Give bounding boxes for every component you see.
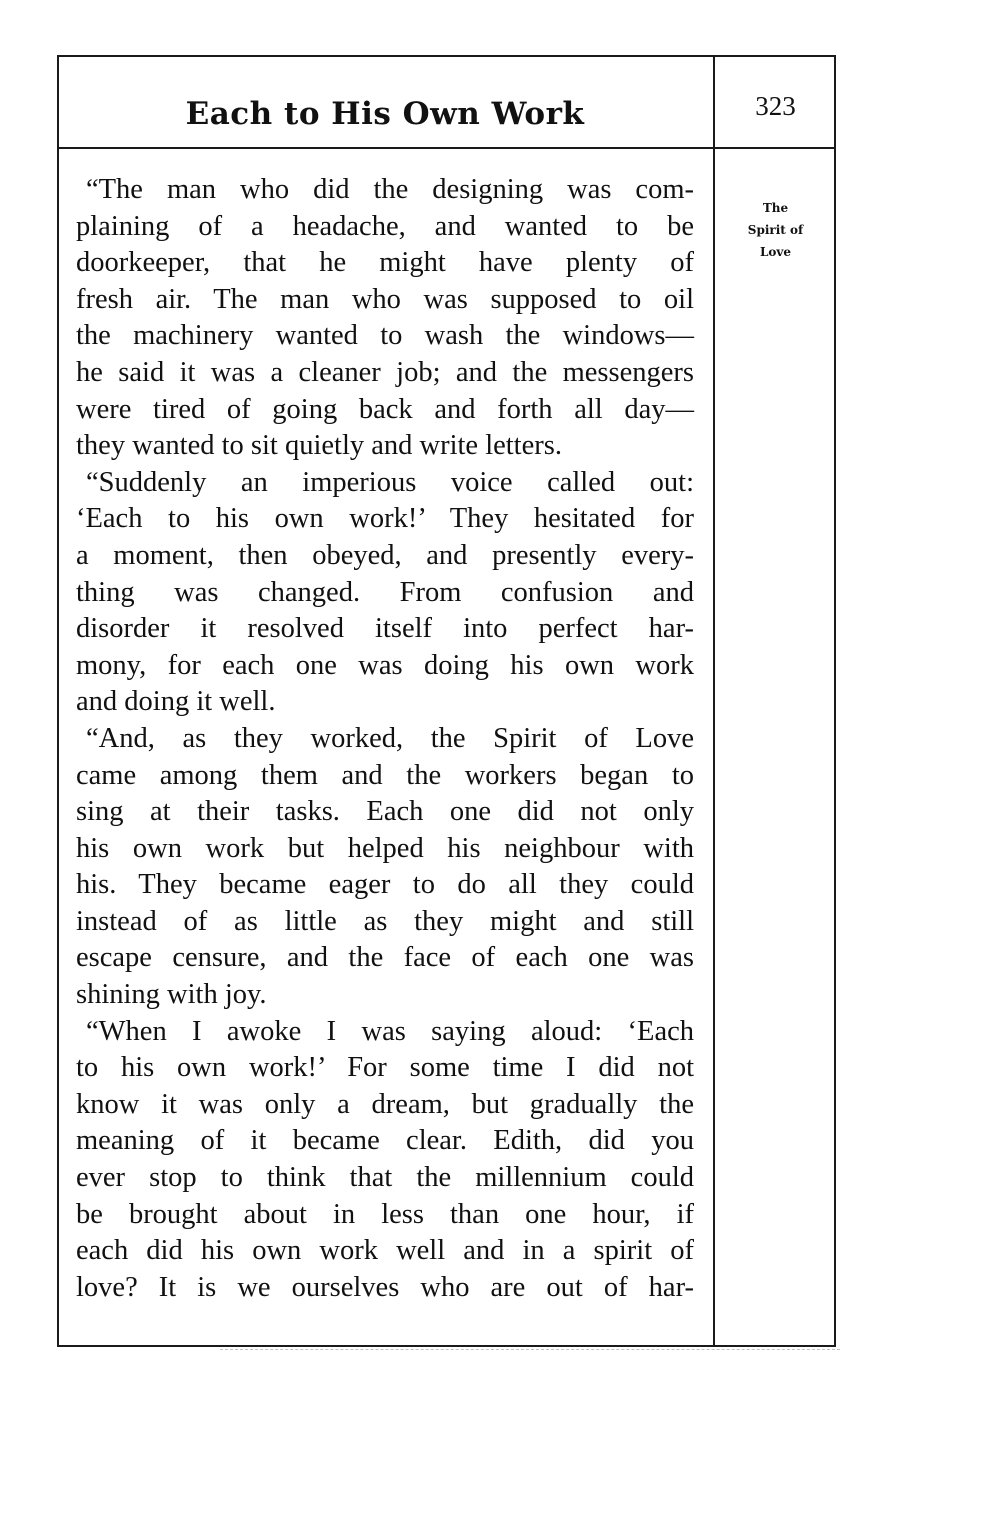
text-line: came among them and the workers began to — [76, 759, 694, 791]
text-line: know it was only a dream, but gradually the — [76, 1088, 694, 1120]
text-line: his. They became eager to do all they could — [76, 869, 694, 901]
text-line: were tired of going back and forth all day— — [76, 393, 694, 425]
text-line: doorkeeper, that he might have plenty of — [76, 247, 694, 279]
text-line: the machinery wanted to wash the windows— — [76, 320, 694, 352]
text-line: sing at their tasks. Each one did not only — [76, 796, 694, 828]
text-line: escape censure, and the face of each one was — [76, 942, 694, 974]
text-line: to his own work!’ For some time I did not — [76, 1052, 694, 1084]
margin-note-line: The — [762, 201, 789, 215]
text-line: and doing it well. — [76, 686, 276, 718]
text-line: “And, as they worked, the Spirit of Love — [86, 722, 694, 754]
text-line: thing was changed. From confusion and — [76, 576, 694, 608]
text-line: ever stop to think that the millennium could — [76, 1162, 694, 1194]
text-line: be brought about in less than one hour, if — [76, 1198, 694, 1230]
text-line: shining with joy. — [76, 979, 267, 1011]
text-line: each did his own work well and in a spirit of — [76, 1235, 694, 1267]
page-number: 323 — [755, 91, 796, 121]
text-line: a moment, then obeyed, and presently every- — [76, 539, 694, 571]
body-text — [76, 172, 694, 1306]
text-line: they wanted to sit quietly and write letters. — [76, 430, 562, 462]
text-line: ‘Each to his own work!’ They hesitated for — [76, 503, 694, 535]
scan-edge-mark — [220, 1349, 840, 1350]
text-line: “The man who did the designing was com- — [86, 174, 694, 205]
text-line: “When I awoke I was saying aloud: ‘Each — [86, 1015, 694, 1047]
text-line: he said it was a cleaner job; and the messengers — [76, 356, 694, 388]
header-rule — [57, 147, 836, 149]
text-line: plaining of a headache, and wanted to be — [76, 210, 694, 242]
text-line: disorder it resolved itself into perfect har- — [76, 613, 694, 645]
text-line: love? It is we ourselves who are out of har- — [76, 1271, 694, 1303]
text-line: mony, for each one was doing his own work — [76, 649, 694, 681]
margin-note-line: Love — [759, 245, 792, 259]
margin-note — [715, 197, 836, 263]
margin-note-line: Spirit of — [747, 223, 804, 237]
text-line: meaning of it became clear. Edith, did you — [76, 1125, 694, 1157]
running-head: Each to His Own Work — [185, 96, 585, 132]
text-line: instead of as little as they might and still — [76, 905, 694, 937]
text-line: “Suddenly an imperious voice called out: — [86, 466, 694, 498]
text-line: fresh air. The man who was supposed to oil — [76, 283, 694, 315]
text-line: his own work but helped his neighbour with — [76, 832, 694, 864]
